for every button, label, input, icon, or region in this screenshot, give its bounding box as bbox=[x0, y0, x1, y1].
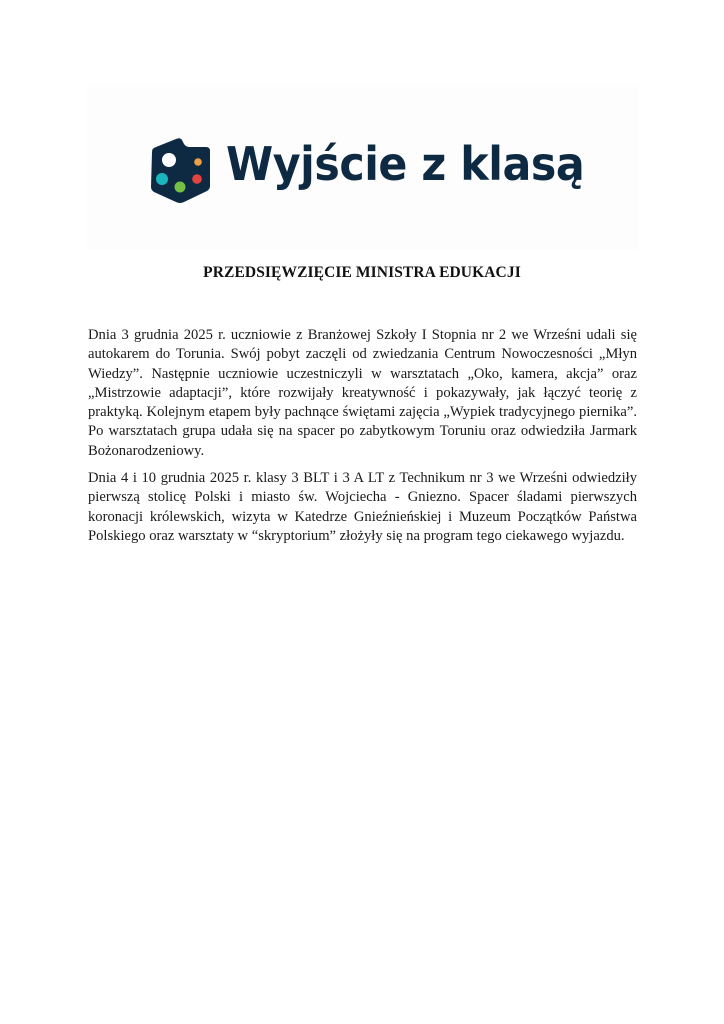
logo-dot-white bbox=[162, 153, 176, 167]
logo-hexagon-shape bbox=[151, 138, 210, 203]
logo-dot-teal bbox=[156, 173, 168, 185]
palette-hexagon-icon bbox=[146, 136, 214, 204]
document-heading: PRZEDSIĘWZIĘCIE MINISTRA EDUKACJI bbox=[203, 264, 521, 281]
paragraph-torun-trip: Dnia 3 grudnia 2025 r. uczniowie z Branżowej Szkoły I Stopnia nr 2 we Wrześni udali się autokarem do Torunia. Swój pobyt zaczęli od zwiedzania Centrum Nowoczesności „Młyn Wiedzy”. Następnie uczniowie uczestniczyli w warsztatach „Oko, kamera, akcja” oraz „Mistrzowie adaptacji”, które rozwijały kreatywność i pokazywały, jak łączyć teorię z praktyką. Kolejnym etapem były pachnące świętami zajęcia „Wypiek tradycyjnego piernika”. Po warsztatach grupa udała się na spacer po zabytkowym Toruniu oraz odwiedziła Jarmark Bożonarodzeniowy. bbox=[88, 327, 637, 459]
logo-dot-green bbox=[175, 182, 186, 193]
document-body bbox=[88, 326, 637, 554]
logo-dot-red bbox=[192, 174, 202, 184]
paragraph-gniezno-trip: Dnia 4 i 10 grudnia 2025 r. klasy 3 BLT i 3 A LT z Technikum nr 3 we Wrześni odwiedziły pierwszą stolicę Polski i miasto św. Wojciecha - Gniezno. Spacer śladami pierwszych koronacji królewskich, wizyta w Katedrze Gnieźnieńskiej i Muzeum Początków Państwa Polskiego oraz warsztaty w “skryptorium” złożyły się na program tego ciekawego wyjazdu. bbox=[88, 470, 637, 544]
logo-dot-orange bbox=[194, 158, 202, 166]
logo-wordmark: Wyjście z klasą bbox=[226, 137, 585, 191]
